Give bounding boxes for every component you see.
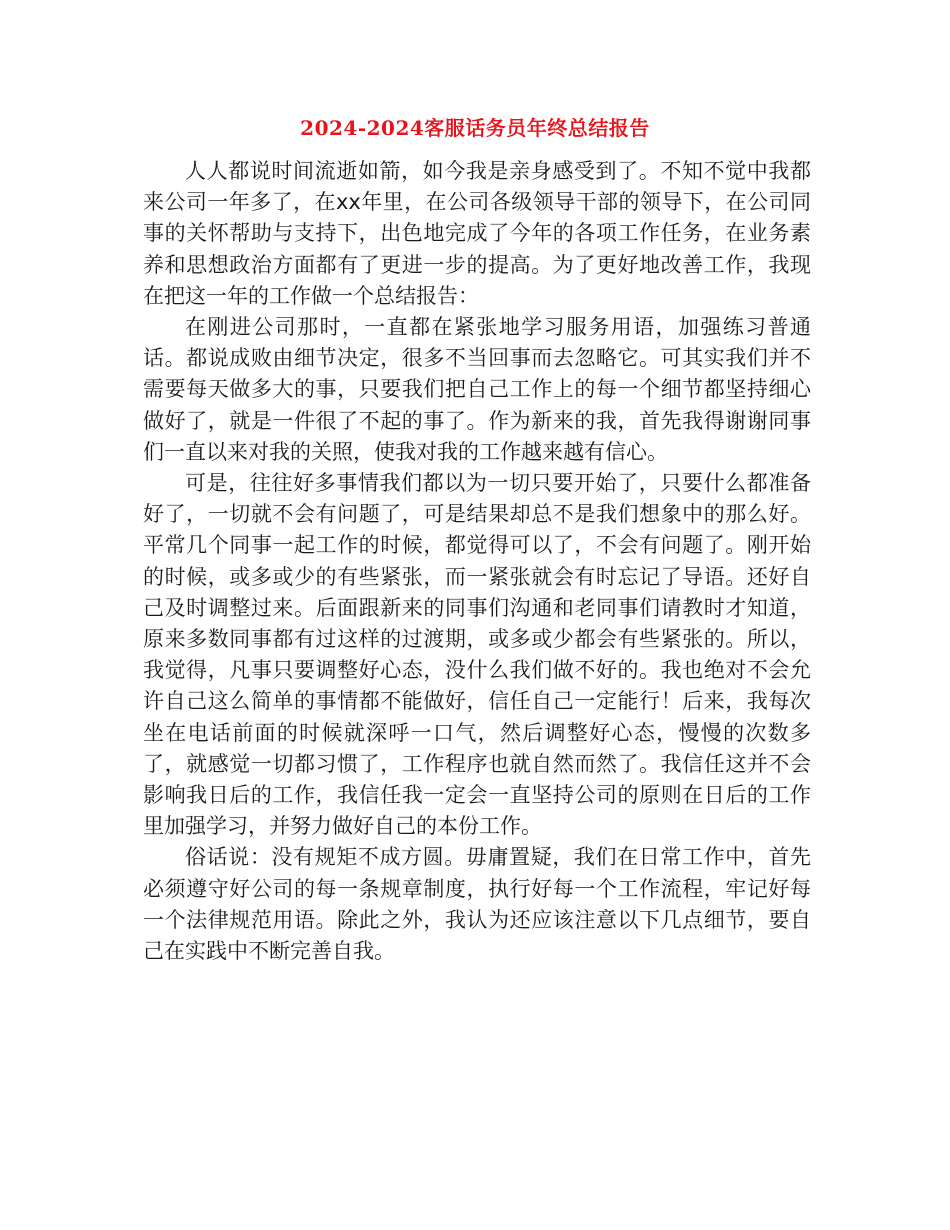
document-title: 2024-2024客服话务员年终总结报告: [300, 116, 650, 140]
document-body: [143, 156, 811, 967]
paragraph-intro: 人人都说时间流逝如箭，如今我是亲身感受到了。不知不觉中我都来公司一年多了，在xx年里，在公司各级领导干部的领导下，在公司同事的关怀帮助与支持下，出色地完成了今年的各项工作任务，在业务素养和思想政治方面都有了更进一步的提高。为了更好地改善工作，我现在把这一年的工作做一个总结报告：: [143, 159, 811, 308]
paragraph-adjustment: 可是，往往好多事情我们都以为一切只要开始了，只要什么都准备好了，一切就不会有问题了，可是结果却总不是我们想象中的那么好。平常几个同事一起工作的时候，都觉得可以了，不会有问题了。刚开始的时候，或多或少的有些紧张，而一紧张就会有时忘记了导语。还好自己及时调整过来。后面跟新来的同事们沟通和老同事们请教时才知道，原来多数同事都有过这样的过渡期，或多或少都会有些紧张的。所以，我觉得，凡事只要调整好心态，没什么我们做不好的。我也绝对不会允许自己这么简单的事情都不能做好，信任自己一定能行！后来，我每次坐在电话前面的时候就深呼一口气，然后调整好心态，慢慢的次数多了，就感觉一切都习惯了，工作程序也就自然而然了。我信任这并不会影响我日后的工作，我信任我一定会一直坚持公司的原则在日后的工作里加强学习，并努力做好自己的本份工作。: [143, 471, 811, 839]
paragraph-rules: 俗话说：没有规矩不成方圆。毋庸置疑，我们在日常工作中，首先必须遵守好公司的每一条规章制度，执行好每一个工作流程，牢记好每一个法律规范用语。除此之外，我认为还应该注意以下几点细节，要自己在实践中不断完善自我。: [143, 845, 811, 964]
paragraph-early-days: 在刚进公司那时，一直都在紧张地学习服务用语，加强练习普通话。都说成败由细节决定，很多不当回事而去忽略它。可其实我们并不需要每天做多大的事，只要我们把自己工作上的每一个细节都坚持细心做好了，就是一件很了不起的事了。作为新来的我，首先我得谢谢同事们一直以来对我的关照，使我对我的工作越来越有信心。: [143, 315, 811, 464]
